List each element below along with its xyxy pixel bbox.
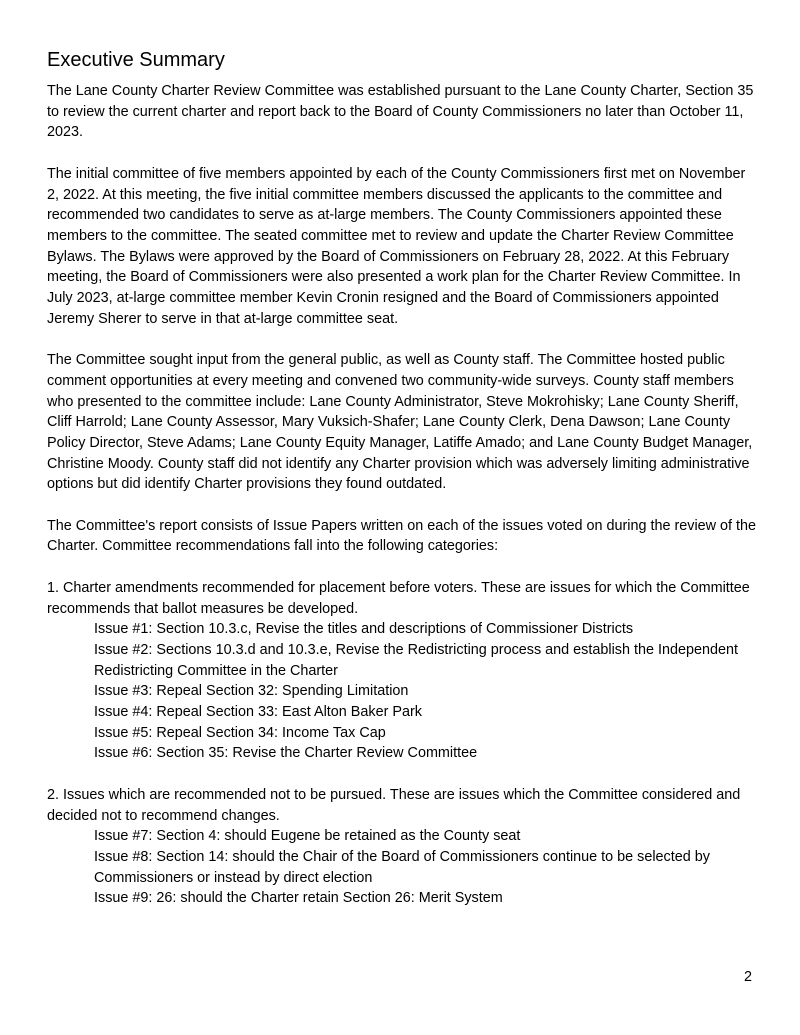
page-title: Executive Summary <box>47 49 225 71</box>
page-number: 2 <box>744 969 753 985</box>
category-2-issue-list <box>47 826 759 909</box>
issue-item: Issue #3: Repeal Section 32: Spending Limitation <box>94 683 409 700</box>
issue-item: Issue #8: Section 14: should the Chair of the Board of Commissioners continue to be selected by Commissioners or instead by direct election <box>94 848 710 886</box>
paragraph-committee-formation: The initial committee of five members appointed by each of the County Commissioners first met on November 2, 2022. At this meeting, the five initial committee members discussed the applicants to the committee and recommended two candidates to serve as at-large members. The County Commissioners appointed these members to the committee. The seated committee met to review and update the Charter Review Committee Bylaws. The Bylaws were approved by the Board of Commissioners on February 28, 2022. At this February meeting, the Board of Commissioners were also presented a work plan for the Charter Review Committee. In July 2023, at-large committee member Kevin Cronin resigned and the Board of Commissioners appointed Jeremy Sherer to serve in that at-large committee seat. <box>47 165 746 327</box>
category-2-intro: 2. Issues which are recommended not to be pursued. These are issues which the Committee considered and decided not to recommend changes. <box>47 786 741 824</box>
issue-item: Issue #4: Repeal Section 33: East Alton Baker Park <box>94 704 422 721</box>
paragraph-public-input: The Committee sought input from the general public, as well as County staff. The Committee hosted public comment opportunities at every meeting and convened two community-wide surveys. County staff members who presented to the committee include: Lane County Administrator, Steve Mokrohisky; Lane County Sheriff, Cliff Harrold; Lane County Assessor, Mary Vuksich-Shafer; Lane County Clerk, Dena Dawson; Lane County Policy Director, Steve Adams; Lane County Equity Manager, Latiffe Amado; and Lane County Budget Manager, Christine Moody. County staff did not identify any Charter provision which was adversely limiting administrative options but did identify Charter provisions they found outdated. <box>47 352 753 493</box>
issue-item: Issue #5: Repeal Section 34: Income Tax Cap <box>94 724 386 741</box>
issue-item: Issue #1: Section 10.3.c, Revise the titles and descriptions of Commissioner Districts <box>94 621 634 638</box>
issue-item: Issue #7: Section 4: should Eugene be retained as the County seat <box>94 828 521 845</box>
issue-item: Issue #6: Section 35: Revise the Charter Review Committee <box>94 745 478 762</box>
category-1-issue-list <box>47 619 759 764</box>
paragraph-report-structure: The Committee's report consists of Issue Papers written on each of the issues voted on during the review of the Charter. Committee recommendations fall into the following categories: <box>47 517 757 555</box>
document-page <box>47 46 759 930</box>
issue-item: Issue #9: 26: should the Charter retain Section 26: Merit System <box>94 890 503 907</box>
category-1-intro: 1. Charter amendments recommended for placement before voters. These are issues for which the Committee recommends that ballot measures be developed. <box>47 579 750 617</box>
issue-item: Issue #2: Sections 10.3.d and 10.3.e, Revise the Redistricting process and establish the Independent Redistricting Committee in the Charter <box>94 641 738 679</box>
paragraph-establishment: The Lane County Charter Review Committee was established pursuant to the Lane County Charter, Section 35 to review the current charter and report back to the Board of County Commissioners no later than October 11, 2023. <box>47 83 754 141</box>
